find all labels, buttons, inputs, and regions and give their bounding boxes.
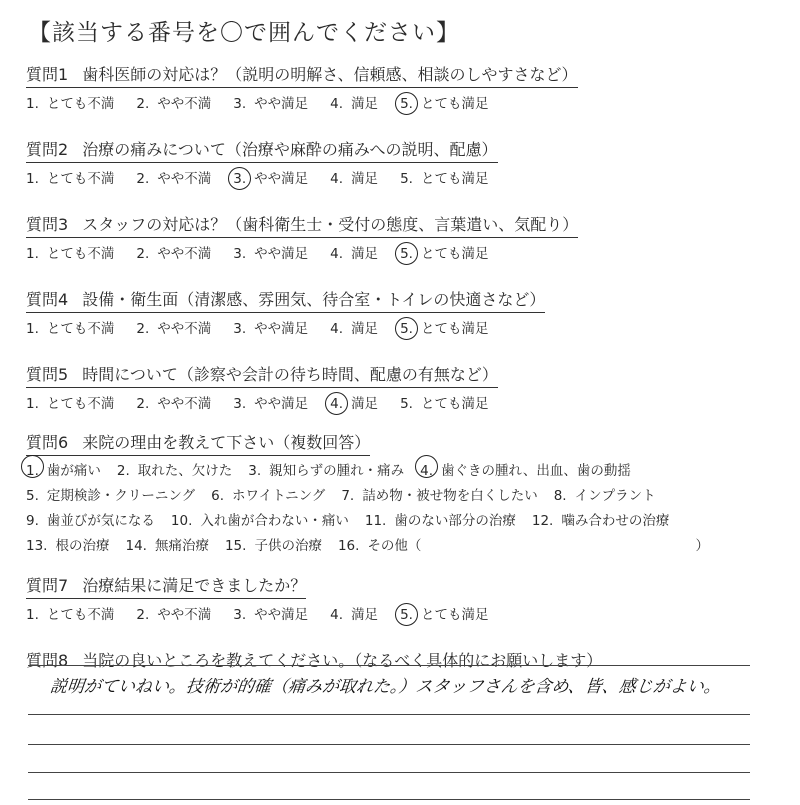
option-number: 9. — [26, 513, 39, 529]
option-number: 3. — [233, 607, 247, 623]
option-item[interactable] — [248, 459, 404, 484]
option-number: 8. — [553, 488, 567, 504]
option-label: やや満足 — [254, 96, 309, 112]
option-label: インプラント — [574, 488, 656, 504]
option-number: 2. — [136, 607, 150, 623]
question-number: 質問7 — [26, 576, 69, 595]
option-label: 入れ歯が合わない・痛い — [200, 513, 349, 529]
question-7 — [26, 573, 786, 623]
option-item[interactable] — [554, 484, 656, 509]
option-item[interactable] — [330, 317, 378, 337]
option-item[interactable] — [365, 509, 516, 534]
option-number: 1. — [26, 607, 39, 623]
option-label: 根の治療 — [55, 538, 110, 554]
option-number: 4. — [330, 607, 344, 623]
options-grid — [26, 459, 786, 559]
option-item[interactable] — [225, 534, 322, 559]
option-number: 1. — [26, 246, 39, 262]
option-number: 7. — [341, 488, 355, 504]
option-number: 16. — [337, 538, 360, 554]
option-item[interactable] — [233, 392, 308, 412]
selected-option-number: 5. — [400, 246, 413, 262]
options-row — [26, 459, 786, 484]
question-3 — [26, 212, 786, 262]
option-label: とても満足 — [420, 321, 489, 337]
question-title — [26, 212, 578, 238]
option-item[interactable] — [330, 242, 378, 262]
option-item[interactable] — [26, 459, 101, 484]
question-number: 質問6 — [26, 433, 69, 452]
option-number: 3. — [233, 321, 247, 337]
option-item[interactable] — [532, 509, 669, 534]
option-item[interactable] — [211, 484, 325, 509]
selected-option-number: 5. — [400, 321, 413, 337]
option-number: 1. — [26, 96, 39, 112]
option-number: 4. — [330, 96, 344, 112]
option-label: 満足 — [351, 171, 379, 187]
option-number: 5. — [400, 171, 413, 187]
selected-option-number: 5. — [400, 96, 413, 112]
options-row — [26, 392, 786, 412]
option-label: ホワイトニング — [232, 488, 326, 504]
question-text: 来院の理由を教えて下さい（複数回答） — [82, 433, 371, 452]
options-row — [26, 484, 786, 509]
selected-option-number: 4. — [330, 396, 344, 412]
question-text: 治療結果に満足できましたか？ — [82, 576, 307, 595]
option-item[interactable] — [330, 392, 378, 412]
option-number: 15. — [224, 538, 247, 554]
options-row — [26, 603, 786, 623]
option-item[interactable] — [330, 603, 378, 623]
option-number: 5. — [26, 488, 39, 504]
option-label: 歯ぐきの腫れ、出血、歯の動揺 — [441, 463, 631, 479]
option-number: 2. — [116, 463, 130, 479]
option-label: やや満足 — [254, 607, 309, 623]
option-item[interactable] — [233, 167, 308, 187]
option-number: 6. — [211, 488, 225, 504]
option-item[interactable] — [136, 167, 211, 187]
option-number: 2. — [136, 396, 150, 412]
option-number: 2. — [136, 171, 150, 187]
question-text: 設備・衛生面（清潔感、雰囲気、待合室・トイレの快適さなど） — [82, 290, 546, 309]
question-title — [26, 137, 498, 163]
option-number: 12. — [531, 513, 554, 529]
option-number: 2. — [136, 96, 150, 112]
question-number: 質問3 — [26, 215, 69, 234]
option-label: 満足 — [351, 396, 379, 412]
option-item[interactable] — [400, 317, 488, 337]
question-title — [26, 362, 498, 388]
option-label: 無痛治療 — [154, 538, 209, 554]
option-item[interactable] — [26, 242, 114, 262]
answer-line — [28, 714, 750, 715]
option-label: 噛み合わせの治療 — [561, 513, 670, 529]
option-item[interactable] — [400, 92, 488, 112]
selected-option-number: 1. — [26, 459, 39, 484]
question-number: 質問1 — [26, 65, 69, 84]
option-number: 11. — [364, 513, 387, 529]
question-5 — [26, 362, 786, 412]
option-label: 子供の治療 — [254, 538, 322, 554]
option-label: 親知らずの腫れ・痛み — [269, 463, 405, 479]
option-number: 3. — [233, 246, 247, 262]
option-label: とても満足 — [420, 246, 489, 262]
page-title: 【該当する番号を〇で囲んでください】 — [28, 20, 460, 46]
option-label: とても不満 — [46, 396, 115, 412]
option-item[interactable] — [136, 317, 211, 337]
option-item[interactable] — [233, 317, 308, 337]
option-item[interactable] — [420, 459, 631, 484]
option-label: やや満足 — [254, 396, 309, 412]
option-label: その他（ — [367, 538, 422, 554]
option-label: とても満足 — [420, 396, 489, 412]
question-title — [26, 287, 545, 313]
option-item[interactable] — [338, 534, 421, 559]
question-title — [26, 573, 306, 599]
question-8 — [26, 648, 786, 673]
option-item[interactable] — [136, 92, 211, 112]
option-item[interactable] — [26, 92, 114, 112]
option-item[interactable] — [125, 534, 208, 559]
option-number: 13. — [26, 538, 48, 554]
option-item[interactable] — [400, 603, 488, 623]
option-number: 3. — [233, 396, 247, 412]
option-label: とても満足 — [420, 171, 489, 187]
option-item[interactable] — [26, 317, 114, 337]
question-title — [26, 62, 578, 88]
option-label: やや不満 — [157, 96, 212, 112]
option-item[interactable] — [117, 459, 232, 484]
option-item[interactable] — [26, 603, 114, 623]
question-4 — [26, 287, 786, 337]
option-label: 歯並びが気になる — [46, 513, 155, 529]
option-item[interactable] — [171, 509, 349, 534]
option-label: とても不満 — [46, 607, 115, 623]
option-item[interactable] — [233, 242, 308, 262]
question-text: 治療の痛みについて（治療や麻酔の痛みへの説明、配慮） — [82, 140, 498, 159]
option-label: 満足 — [351, 96, 379, 112]
other-field[interactable] — [443, 534, 709, 559]
option-label: やや不満 — [157, 321, 212, 337]
options-row — [26, 317, 786, 337]
question-text: スタッフの対応は？（歯科衛生士・受付の態度、言葉遣い、気配り） — [82, 215, 579, 234]
option-number: 1. — [26, 171, 39, 187]
option-label: やや満足 — [254, 321, 309, 337]
option-label: とても不満 — [46, 321, 115, 337]
answer-line — [28, 799, 750, 800]
option-label: とても満足 — [420, 607, 489, 623]
option-item[interactable] — [136, 242, 211, 262]
option-item[interactable] — [400, 167, 488, 187]
question-number: 質問8 — [26, 651, 69, 670]
question-title — [26, 648, 602, 673]
option-label: 定期検診・クリーニング — [46, 488, 196, 504]
question-title — [26, 430, 370, 456]
options-row — [26, 534, 786, 559]
option-number: 14. — [125, 538, 147, 554]
option-number: 4. — [330, 171, 344, 187]
option-number: 5. — [400, 396, 413, 412]
option-item[interactable] — [400, 392, 488, 412]
option-label: やや不満 — [157, 396, 212, 412]
option-item[interactable] — [26, 392, 114, 412]
option-item[interactable] — [233, 603, 308, 623]
option-label: とても不満 — [46, 246, 115, 262]
options-row — [26, 509, 786, 534]
question-text: 時間について（診察や会計の待ち時間、配慮の有無など） — [82, 365, 498, 384]
question-1 — [26, 62, 786, 112]
option-label: やや満足 — [254, 246, 309, 262]
option-label: とても不満 — [46, 96, 115, 112]
option-number: 4. — [330, 321, 344, 337]
question-number: 質問4 — [26, 290, 69, 309]
option-label: 満足 — [351, 246, 379, 262]
option-item[interactable] — [400, 242, 488, 262]
selected-option-number: 3. — [233, 171, 247, 187]
handwritten-answer: 説明がていねい。技術が的確（痛みが取れた。）スタッフさんを含め、皆、感じがよい。 — [48, 677, 722, 697]
option-label: やや不満 — [157, 607, 212, 623]
option-number: 1. — [26, 396, 39, 412]
option-number: 3. — [248, 463, 262, 479]
selected-option-number: 5. — [400, 607, 413, 623]
option-item[interactable] — [330, 167, 378, 187]
question-number: 質問5 — [26, 365, 69, 384]
option-label: やや満足 — [254, 171, 309, 187]
option-label: 満足 — [351, 607, 379, 623]
option-label: 歯が痛い — [46, 463, 101, 479]
option-item[interactable] — [136, 392, 211, 412]
answer-line — [28, 744, 750, 745]
option-number: 4. — [330, 246, 344, 262]
option-number: 1. — [26, 321, 39, 337]
option-item[interactable] — [330, 92, 378, 112]
option-item[interactable] — [233, 92, 308, 112]
selected-option-number: 4. — [420, 459, 433, 484]
answer-line — [28, 772, 750, 773]
option-label: 取れた、欠けた — [137, 463, 233, 479]
option-item[interactable] — [341, 484, 537, 509]
option-item[interactable] — [26, 534, 109, 559]
option-number: 3. — [233, 96, 247, 112]
option-number: 2. — [136, 321, 150, 337]
option-item[interactable] — [26, 509, 155, 534]
option-label: 歯のない部分の治療 — [394, 513, 516, 529]
option-label: 詰め物・被せ物を白くしたい — [362, 488, 538, 504]
options-row — [26, 92, 786, 112]
option-label: 満足 — [351, 321, 379, 337]
question-text: 当院の良いところを教えてください。（なるべく具体的にお願いします） — [82, 651, 603, 670]
question-2 — [26, 137, 786, 187]
option-label: とても不満 — [46, 171, 115, 187]
option-number: 10. — [170, 513, 193, 529]
option-item[interactable] — [26, 484, 195, 509]
close-paren: ） — [695, 538, 709, 554]
option-label: やや不満 — [157, 171, 212, 187]
answer-line — [28, 665, 750, 666]
options-row — [26, 242, 786, 262]
option-label: とても満足 — [420, 96, 489, 112]
question-number: 質問2 — [26, 140, 69, 159]
options-row — [26, 167, 786, 187]
option-item[interactable] — [136, 603, 211, 623]
question-6 — [26, 430, 786, 559]
question-text: 歯科医師の対応は？（説明の明解さ、信頼感、相談のしやすさなど） — [82, 65, 578, 84]
option-number: 2. — [136, 246, 150, 262]
option-item[interactable] — [26, 167, 114, 187]
option-label: やや不満 — [157, 246, 212, 262]
